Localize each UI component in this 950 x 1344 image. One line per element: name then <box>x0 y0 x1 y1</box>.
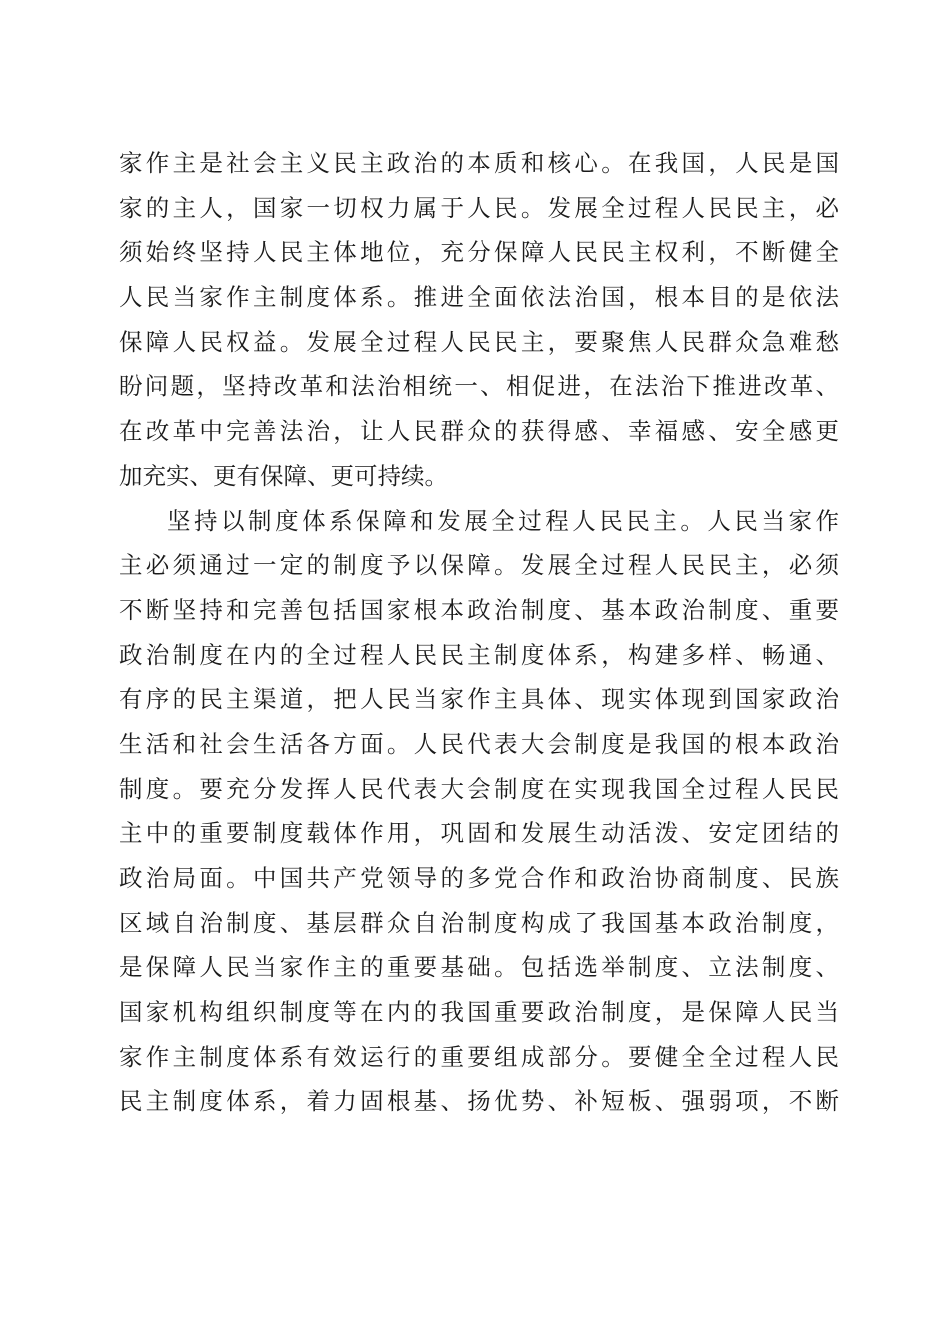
paragraph-line: 家作主是社会主义民主政治的本质和核心。在我国，人民是国 <box>119 149 839 177</box>
paragraph-line: 生活和社会生活各方面。人民代表大会制度是我国的根本政治 <box>119 729 839 758</box>
paragraph-line: 有序的民主渠道，把人民当家作主具体、现实体现到国家政治 <box>119 685 839 714</box>
paragraph-line: 盼问题，坚持改革和法治相统一、相促进，在法治下推进改革、 <box>119 372 839 401</box>
paragraph-1 <box>119 141 839 499</box>
paragraph-line: 在改革中完善法治，让人民群众的获得感、幸福感、安全感更 <box>119 417 839 446</box>
paragraph-line: 家的主人，国家一切权力属于人民。发展全过程人民民主，必 <box>119 193 839 222</box>
paragraph-line: 人民当家作主制度体系。推进全面依法治国，根本目的是依法 <box>119 283 839 312</box>
paragraph-line: 主必须通过一定的制度予以保障。发展全过程人民民主，必须 <box>119 551 839 580</box>
paragraph-2 <box>119 499 839 1125</box>
paragraph-line: 是保障人民当家作主的重要基础。包括选举制度、立法制度、 <box>119 953 839 982</box>
paragraph-line: 民主制度体系，着力固根基、扬优势、补短板、强弱项，不断 <box>119 1087 839 1116</box>
paragraph-line: 保障人民权益。发展全过程人民民主，要聚焦人民群众急难愁 <box>119 327 839 356</box>
paragraph-line: 区域自治制度、基层群众自治制度构成了我国基本政治制度， <box>119 908 839 937</box>
paragraph-line: 政治局面。中国共产党领导的多党合作和政治协商制度、民族 <box>119 864 839 892</box>
paragraph-line: 主中的重要制度载体作用，巩固和发展生动活泼、安定团结的 <box>119 819 839 848</box>
body-text <box>119 141 839 1124</box>
paragraph-line: 坚持以制度体系保障和发展全过程人民民主。人民当家作 <box>167 506 839 535</box>
paragraph-line: 制度。要充分发挥人民代表大会制度在实现我国全过程人民民 <box>119 774 839 803</box>
paragraph-line: 政治制度在内的全过程人民民主制度体系，构建多样、畅通、 <box>119 640 839 669</box>
paragraph-line: 不断坚持和完善包括国家根本政治制度、基本政治制度、重要 <box>119 595 839 624</box>
paragraph-line: 家作主制度体系有效运行的重要组成部分。要健全全过程人民 <box>119 1042 839 1071</box>
paragraph-line: 国家机构组织制度等在内的我国重要政治制度，是保障人民当 <box>119 998 839 1027</box>
paragraph-line: 须始终坚持人民主体地位，充分保障人民民主权利，不断健全 <box>119 238 839 267</box>
paragraph-line: 加充实、更有保障、更可持续。 <box>119 461 448 490</box>
